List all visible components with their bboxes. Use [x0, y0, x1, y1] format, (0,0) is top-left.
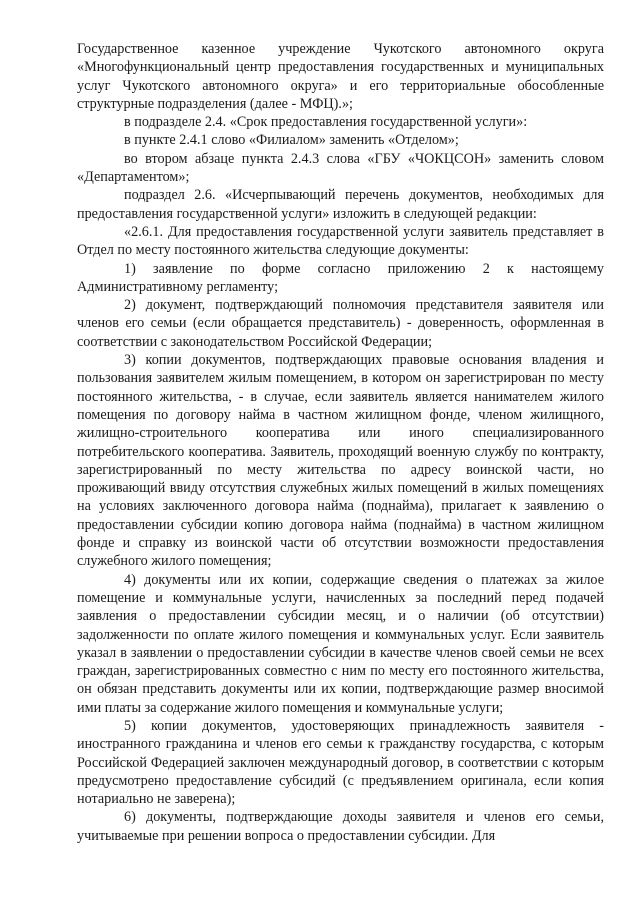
list-item-2: 2) документ, подтверждающий полномочия представителя заявителя или членов его семьи (если обращается представитель) - доверенность, оформленная в соответствии с законодательством Российской Федерации;	[77, 297, 604, 350]
list-item-1: 1) заявление по форме согласно приложению 2 к настоящему Административному регламенту;	[77, 260, 604, 295]
paragraph-item-2-4-3: во втором абзаце пункта 2.4.3 слова «ГБУ «ЧОКЦСОН» заменить словом «Департаментом»;	[77, 150, 604, 186]
paragraph-item-2-6-1: «2.6.1. Для предоставления государственной услуги заявитель представляет в Отдел по месту постоянного жительства следующие документы:	[77, 223, 604, 259]
list-item-4: 4) документы или их копии, содержащие сведения о платежах за жилое помещение и коммунальные услуги, начисленных за последний перед подачей заявления о предоставлении субсидии месяц, и о наличии (об отсутствии) задолженности по оплате жилого помещения и коммунальных услуг. Если заявитель указал в заявлении о предоставлении субсидии в качестве членов своей семьи не всех граждан, зарегистрированных совместно с ним по месту его постоянного жительства, он обязан представить документы или их копии, подтверждающие размер вносимой ими платы за содержание жилого помещения и коммунальные услуги;	[77, 571, 604, 716]
paragraph-item-2-4-1: в пункте 2.4.1 слово «Филиалом» заменить «Отделом»;	[124, 132, 459, 149]
list-item-3: 3) копии документов, подтверждающих правовые основания владения и пользования заявителем жилым помещением, в котором он зарегистрирован по месту постоянного жительства, - в случае, если заявитель является нанимателем жилого помещения по договору найма в частном жилищном фонде, членом жилищного, жилищно-строительного кооператива или иного специализированного потребительского кооператива. Заявитель, проходящий военную службу по контракту, зарегистрированный по месту жительства по адресу воинской части, но проживающий ввиду отсутствия служебных жилых помещений в жилых помещениях на условиях заключенного договора найма (поднайма), прилагает к заявлению о предоставлении субсидии копию договора найма (поднайма) в частном жилищном фонде и справку из воинской части об отсутствии возможности предоставления служебного жилого помещения;	[77, 352, 604, 570]
paragraph-subsection-2-6: подраздел 2.6. «Исчерпывающий перечень документов, необходимых для предоставления государственной услуги» изложить в следующей редакции:	[77, 187, 604, 222]
document-page	[77, 40, 604, 845]
list-item-6: 6) документы, подтверждающие доходы заявителя и членов его семьи, учитываемые при решении вопроса о предоставлении субсидии. Для	[77, 809, 604, 844]
paragraph-mfc-definition: Государственное казенное учреждение Чукотского автономного округа «Многофункциональный центр предоставления государственных и муниципальных услуг Чукотского автономного округа» и его территориальные обособленные структурные подразделения (далее - МФЦ).»;	[77, 41, 604, 112]
paragraph-subsection-2-4: в подразделе 2.4. «Срок предоставления государственной услуги»:	[124, 114, 528, 131]
list-item-5: 5) копии документов, удостоверяющих принадлежность заявителя - иностранного гражданина и членов его семьи к гражданству государства, с которым Российской Федерацией заключен международный договор, в соответствии с которым предусмотрено предоставление субсидий (с предъявлением оригинала, если копия нотариально не заверена);	[77, 717, 604, 808]
